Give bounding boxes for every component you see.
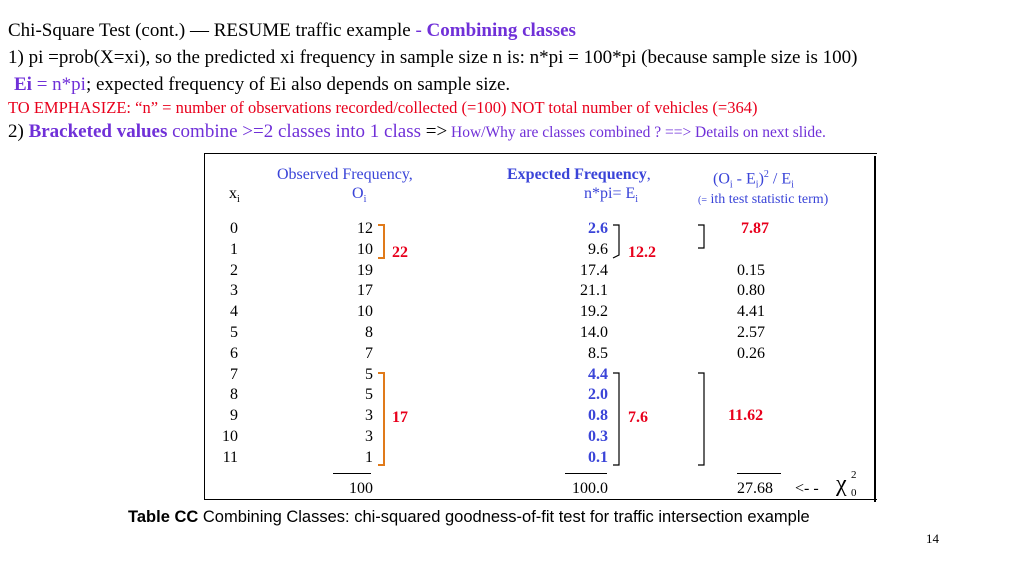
ei-equals: =: [31, 74, 53, 95]
row-stat-term: 4.41: [737, 303, 765, 321]
row-expected: 8.5: [588, 344, 608, 362]
title-text-2: RESUME traffic example: [208, 20, 411, 41]
table-caption: [128, 508, 810, 527]
row-expected: 0.8: [588, 407, 608, 425]
row-x-value: 5: [230, 324, 238, 341]
row-expected: 0.1: [588, 448, 608, 466]
ei-label: Ei: [14, 74, 32, 95]
header-expected: Expected Frequency,: [507, 166, 651, 183]
row-x-value: 4: [230, 303, 238, 321]
row-observed: 10: [357, 303, 373, 321]
title-text: Chi-Square Test (cont.): [8, 20, 190, 41]
caption-label: Table CC: [128, 508, 199, 526]
chi-sup: 2: [851, 469, 857, 481]
total-chi-square: 27.68: [737, 480, 773, 497]
row-x-value: 7: [230, 365, 238, 383]
row-stat-term: 0.15: [737, 261, 765, 279]
row-observed: 8: [365, 324, 373, 341]
row-expected: 4.4: [588, 365, 608, 383]
total-rule-exp: [565, 473, 607, 474]
row-x-value: 10: [222, 428, 238, 445]
row-expected: 19.2: [580, 303, 608, 321]
total-rule-obs: [333, 473, 371, 474]
header-stat-note: (= ith test statistic term): [698, 192, 829, 207]
title-highlight: Combining classes: [426, 20, 576, 41]
combined-exp-bottom: 7.6: [628, 409, 648, 426]
chi-sub: 0: [851, 487, 857, 499]
point-1: 1) pi =prob(X=xi), so the predicted xi frequency in sample size n is: n*pi = 100*pi (because sample size is 100): [8, 47, 858, 68]
ei-npi: n*pi: [52, 74, 86, 95]
row-x-value: 11: [222, 448, 238, 466]
row-observed: 3: [365, 407, 373, 425]
chi-symbol: χ: [836, 471, 847, 497]
ei-rest: ; expected frequency of Ei also depends on sample size.: [85, 74, 511, 95]
row-stat-term: 11.62: [728, 407, 764, 425]
row-stat-term: 7.87: [741, 220, 769, 237]
row-observed: 5: [365, 365, 373, 383]
point-2-prefix: 2): [8, 121, 29, 142]
bracket-stat-top: [698, 225, 704, 248]
header-observed: Observed Frequency,: [277, 166, 413, 183]
row-stat-term: 0.26: [737, 344, 765, 362]
combined-exp-top: 12.2: [628, 244, 656, 261]
row-observed: 1: [365, 448, 373, 466]
header-xi: $x_i$: [229, 185, 240, 206]
row-expected: 17.4: [580, 261, 608, 279]
row-expected: 2.6: [588, 220, 608, 237]
header-npi-ei: $n*pi= E_i$: [584, 185, 639, 206]
row-x-value: 2: [230, 261, 238, 279]
total-expected: 100.0: [572, 480, 608, 497]
bracket-obs-top: [378, 225, 384, 258]
point-2-arrow: =>: [425, 121, 448, 142]
row-observed: 10: [357, 240, 373, 258]
total-rule-stat: [737, 473, 781, 474]
total-observed: 100: [349, 480, 373, 497]
title-separator: -: [410, 20, 427, 41]
row-expected: 14.0: [580, 324, 608, 341]
row-stat-term: 0.80: [737, 282, 765, 300]
combined-obs-top: 22: [392, 244, 408, 261]
header-stat: $(O_i - E_i)^2 / E_i$: [713, 169, 794, 191]
caption-text: Combining Classes: chi-squared goodness-of-fit test for traffic intersection example: [198, 508, 810, 526]
bracket-obs-bottom: [378, 373, 384, 465]
point-2-rest: How/Why are classes combined ? ==> Details on next slide.: [447, 124, 826, 141]
bracket-exp-bottom: [613, 373, 619, 465]
bracket-exp-top: [613, 225, 619, 258]
combined-obs-bottom: 17: [392, 409, 408, 426]
row-expected: 21.1: [580, 282, 608, 300]
row-x-value: 1: [230, 240, 238, 258]
row-observed: 5: [365, 386, 373, 404]
row-x-value: 0: [230, 220, 238, 237]
header-oi: $O_i$: [352, 185, 367, 206]
row-observed: 7: [365, 344, 373, 362]
point-2-combine: combine >=2 classes into 1 class: [167, 121, 426, 142]
emphasis-line: TO EMPHASIZE: “n” = number of observations recorded/collected (=100) NOT total number of vehicles (=364): [8, 98, 758, 117]
row-observed: 3: [365, 428, 373, 445]
page-number: 14: [926, 531, 939, 546]
chi-arrow: <- -: [795, 480, 819, 497]
row-observed: 19: [357, 261, 373, 279]
row-x-value: 6: [230, 344, 238, 362]
row-x-value: 8: [230, 386, 238, 404]
row-observed: 17: [357, 282, 373, 300]
title-dash: —: [189, 20, 209, 41]
row-stat-term: 2.57: [737, 324, 765, 341]
row-x-value: 3: [230, 282, 238, 300]
row-observed: 12: [357, 220, 373, 237]
row-expected: 0.3: [588, 428, 608, 445]
point-2-bold: Bracketed values: [28, 121, 168, 142]
row-expected: 2.0: [588, 386, 608, 404]
row-x-value: 9: [230, 407, 238, 425]
bracket-stat-bottom: [698, 373, 704, 465]
row-expected: 9.6: [588, 240, 608, 258]
